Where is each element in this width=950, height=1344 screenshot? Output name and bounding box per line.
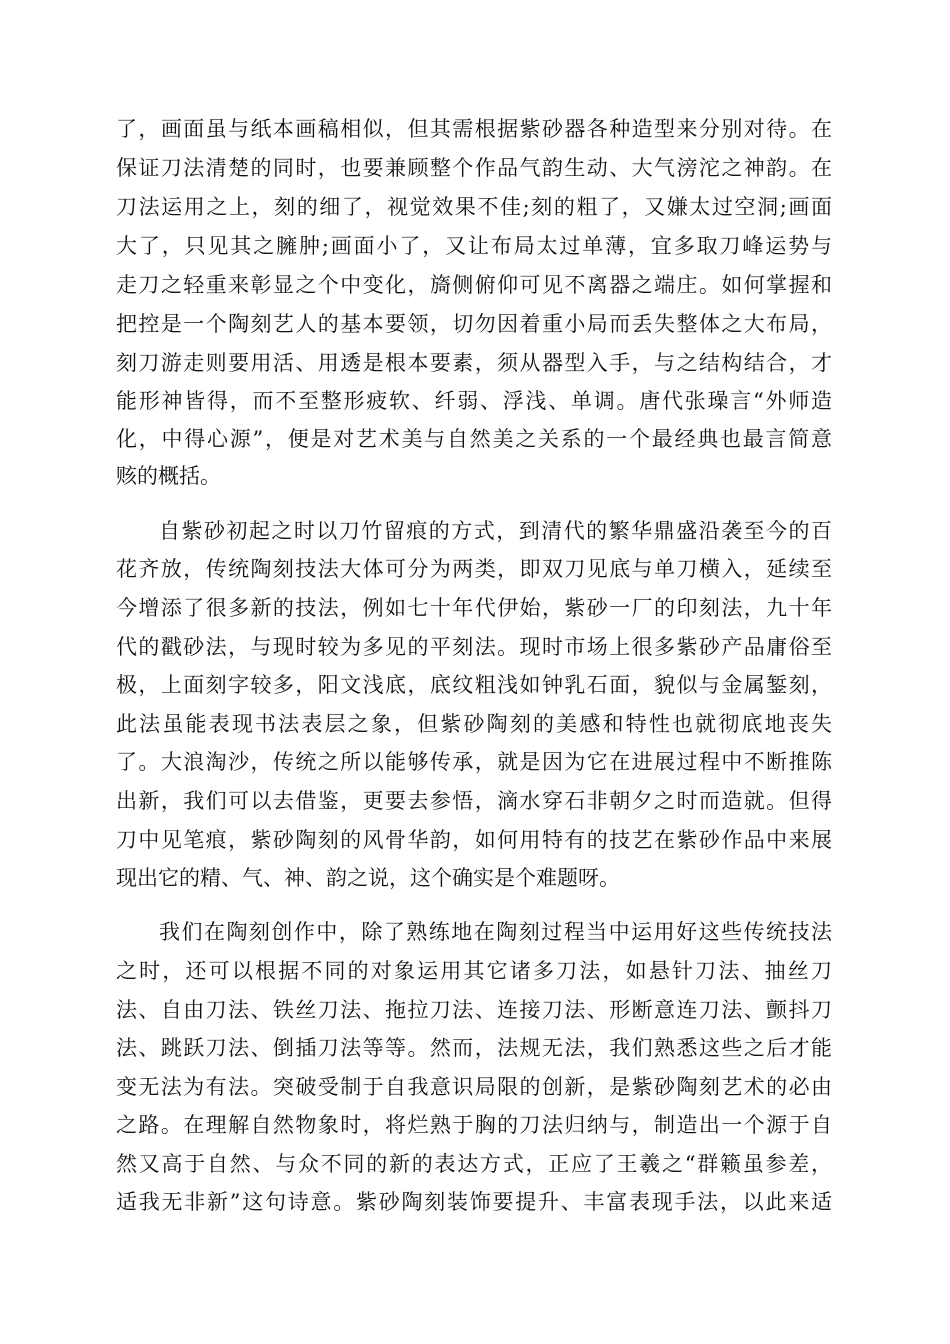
- text-line: 此法虽能表现书法表层之象，但紫砂陶刻的美感和特性也就彻底地丧失: [116, 712, 832, 736]
- text-line: 能形神皆得，而不至整形疲软、纤弱、浮浅、单调。唐代张璪言“外师造: [116, 389, 832, 413]
- text-line: 之时，还可以根据不同的对象运用其它诸多刀法，如悬针刀法、抽丝刀: [116, 959, 832, 983]
- text-line: 法、跳跃刀法、倒插刀法等等。然而，法规无法，我们熟悉这些之后才能: [116, 1036, 832, 1060]
- text-line: 然又高于自然、与众不同的新的表达方式，正应了王羲之“群籁虽参差，: [116, 1152, 832, 1176]
- text-line: 今增添了很多新的技法，例如七十年代伊始，紫砂一厂的印刻法，九十年: [116, 596, 832, 620]
- text-line: 出新，我们可以去借鉴，更要去参悟，滴水穿石非朝夕之时而造就。但得: [116, 789, 832, 813]
- text-line: 极，上面刻字较多，阳文浅底，底纹粗浅如钟乳石面，貌似与金属錾刻，: [116, 673, 832, 697]
- text-line: 适我无非新”这句诗意。紫砂陶刻装饰要提升、丰富表现手法，以此来适: [116, 1190, 832, 1214]
- text-line: 自紫砂初起之时以刀竹留痕的方式，到清代的繁华鼎盛沿袭至今的百: [159, 519, 832, 543]
- text-line: 保证刀法清楚的同时，也要兼顾整个作品气韵生动、大气滂沱之神韵。在: [116, 156, 832, 180]
- text-line: 了。大浪淘沙，传统之所以能够传承，就是因为它在进展过程中不断推陈: [116, 750, 832, 774]
- text-line: 花齐放，传统陶刻技法大体可分为两类，即双刀见底与单刀横入，延续至: [116, 557, 832, 581]
- text-line: 刀中见笔痕，紫砂陶刻的风骨华韵，如何用特有的技艺在紫砂作品中来展: [116, 828, 832, 852]
- text-line: 我们在陶刻创作中，除了熟练地在陶刻过程当中运用好这些传统技法: [159, 920, 832, 944]
- text-line: 代的戳砂法，与现时较为多见的平刻法。现时市场上很多紫砂产品庸俗至: [116, 635, 832, 659]
- text-line: 法、自由刀法、铁丝刀法、拖拉刀法、连接刀法、形断意连刀法、颤抖刀: [116, 998, 832, 1022]
- text-line: 了，画面虽与纸本画稿相似，但其需根据紫砂器各种造型来分别对待。在: [116, 117, 832, 141]
- text-line: 刻刀游走则要用活、用透是根本要素，须从器型入手，与之结构结合，才: [116, 351, 832, 375]
- text-line: 赅的概括。: [116, 464, 221, 488]
- text-line: 化，中得心源”，便是对艺术美与自然美之关系的一个最经典也最言简意: [116, 427, 832, 451]
- text-line: 刀法运用之上，刻的细了，视觉效果不佳;刻的粗了，又嫌太过空洞;画面: [116, 195, 832, 219]
- text-line: 走刀之轻重来彰显之个中变化，旖侧俯仰可见不离器之端庄。如何掌握和: [116, 273, 832, 297]
- text-line: 把控是一个陶刻艺人的基本要领，切勿因着重小局而丢失整体之大布局，: [116, 312, 832, 336]
- text-line: 变无法为有法。突破受制于自我意识局限的创新，是紫砂陶刻艺术的必由: [116, 1075, 832, 1099]
- text-line: 大了，只见其之臃肿;画面小了，又让布局太过单薄，宜多取刀峰运势与: [116, 234, 832, 258]
- text-line: 之路。在理解自然物象时，将烂熟于胸的刀法归纳与，制造出一个源于自: [116, 1113, 832, 1137]
- text-line: 现出它的精、气、神、韵之说，这个确实是个难题呀。: [116, 866, 620, 890]
